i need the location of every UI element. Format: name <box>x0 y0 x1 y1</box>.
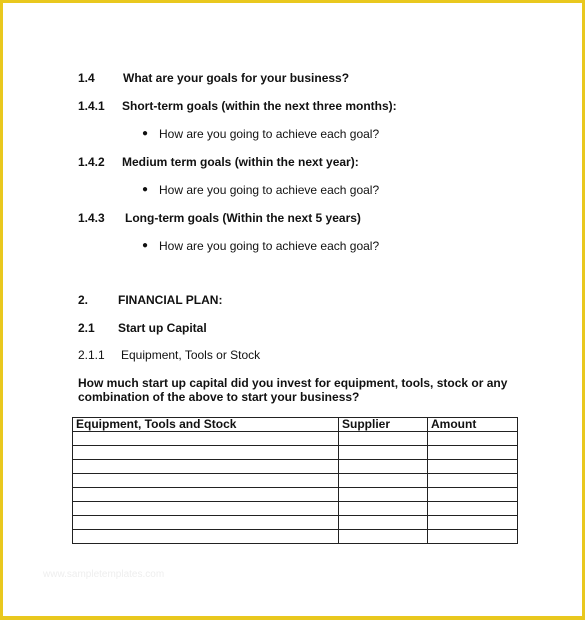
section-title: Medium term goals (within the next year): <box>122 155 359 169</box>
supplier-cell[interactable] <box>339 488 428 502</box>
supplier-cell[interactable] <box>339 530 428 544</box>
table-row <box>73 432 518 446</box>
amount-cell[interactable] <box>428 474 518 488</box>
section-number: 2.1 <box>78 321 95 335</box>
equipment-cell[interactable] <box>73 432 339 446</box>
section-title: Equipment, Tools or Stock <box>121 348 261 362</box>
section-number: 1.4.2 <box>78 155 105 169</box>
section-title: Long-term goals (Within the next 5 years) <box>125 211 361 225</box>
column-header-supplier: Supplier <box>339 418 428 432</box>
table-row <box>73 502 518 516</box>
table-row <box>73 460 518 474</box>
bullet-text: How are you going to achieve each goal? <box>159 239 380 253</box>
supplier-cell[interactable] <box>339 432 428 446</box>
bullet-text: How are you going to achieve each goal? <box>159 127 380 141</box>
equipment-cell[interactable] <box>73 502 339 516</box>
bullet-icon: ● <box>142 184 149 195</box>
amount-cell[interactable] <box>428 516 518 530</box>
table-row <box>73 530 518 544</box>
table-row <box>73 446 518 460</box>
bullet-icon: ● <box>142 240 149 251</box>
equipment-cell[interactable] <box>73 446 339 460</box>
amount-cell[interactable] <box>428 460 518 474</box>
table-row <box>73 516 518 530</box>
equipment-cell[interactable] <box>73 530 339 544</box>
table-header-row <box>73 418 518 432</box>
table-row <box>73 474 518 488</box>
amount-cell[interactable] <box>428 502 518 516</box>
column-header-equipment: Equipment, Tools and Stock <box>73 418 339 432</box>
equipment-cell[interactable] <box>73 488 339 502</box>
column-header-amount: Amount <box>428 418 518 432</box>
equipment-cell[interactable] <box>73 460 339 474</box>
section-number: 2.1.1 <box>78 348 105 362</box>
section-number: 1.4.3 <box>78 211 105 225</box>
equipment-cell[interactable] <box>73 474 339 488</box>
supplier-cell[interactable] <box>339 460 428 474</box>
capital-question: How much start up capital did you invest for equipment, tools, stock or any combination of the above to start your business? <box>78 376 508 404</box>
amount-cell[interactable] <box>428 530 518 544</box>
bullet-icon: ● <box>142 128 149 139</box>
section-number: 2. <box>78 293 89 307</box>
watermark: www.sampletemplates.com <box>43 569 165 580</box>
supplier-cell[interactable] <box>339 516 428 530</box>
document-page <box>3 3 582 616</box>
supplier-cell[interactable] <box>339 446 428 460</box>
supplier-cell[interactable] <box>339 474 428 488</box>
equipment-cell[interactable] <box>73 516 339 530</box>
capital-table <box>72 417 518 544</box>
section-title: Short-term goals (within the next three months): <box>122 99 397 113</box>
table-row <box>73 488 518 502</box>
amount-cell[interactable] <box>428 432 518 446</box>
amount-cell[interactable] <box>428 488 518 502</box>
section-title: FINANCIAL PLAN: <box>118 293 223 307</box>
bullet-text: How are you going to achieve each goal? <box>159 183 380 197</box>
section-number: 1.4.1 <box>78 99 105 113</box>
section-number: 1.4 <box>78 71 95 85</box>
supplier-cell[interactable] <box>339 502 428 516</box>
amount-cell[interactable] <box>428 446 518 460</box>
section-title: What are your goals for your business? <box>123 71 350 85</box>
section-title: Start up Capital <box>118 321 207 335</box>
